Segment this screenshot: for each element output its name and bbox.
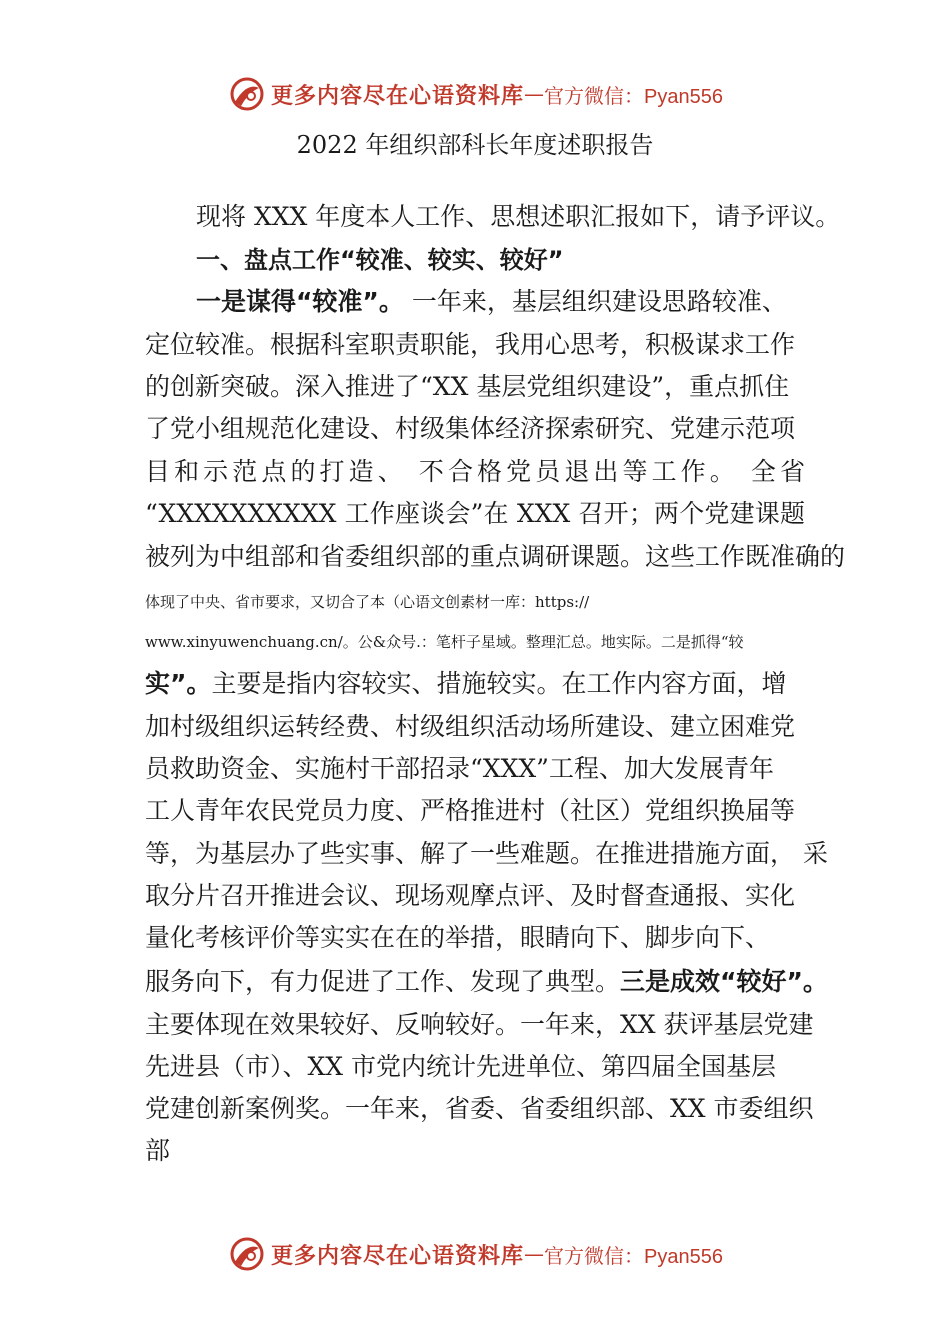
p2-lead: 实”。 [145, 669, 212, 698]
banner-brand: 更多内容尽在心语资料库 [271, 1243, 525, 1269]
p3-lead: 三是成效“较好”。 [620, 967, 828, 996]
p2-text-1: 主要是指内容较实、措施较实。在工作内容方面，增 [211, 669, 787, 698]
p3-line-1: 主要体现在效果较好、反响较好。一年来，XX 获评基层党建 [145, 1010, 814, 1039]
p1-line-5: 目和示范点的打造、 不合格党员退出等工作。 全省 [145, 457, 805, 486]
logo-icon [227, 74, 267, 114]
header-banner [0, 74, 950, 114]
p2-line-2: 加村级组织运转经费、村级组织活动场所建设、建立困难党 [145, 712, 796, 741]
footer-banner [0, 1234, 950, 1274]
p2-line-6: 取分片召开推进会议、现场观摩点评、及时督查通报、实化 [145, 881, 796, 910]
p1-line-1 [196, 287, 826, 317]
small-line-1: 体现了中央、省市要求，又切合了本（心语文创素材一库：https:// [145, 593, 590, 611]
small-line-2: www.xinyuwenchuang.cn/。公&众号.：笔杆子星域。整理汇总。地实际。二是抓得“较 [145, 633, 744, 651]
banner-separator: — [524, 1242, 545, 1266]
p1-line-6: “XXXXXXXXXX 工作座谈会”在 XXX 召开；两个党建课题 [145, 499, 805, 528]
p2-line-7: 量化考核评价等实实在在的举措，眼睛向下、脚步向下、 [145, 923, 771, 952]
banner-contact: 官方微信：Pyan556 [544, 85, 723, 108]
p3-line-3: 党建创新案例奖。一年来，省委、省委组织部、XX 市委组织 [145, 1094, 814, 1123]
banner-separator: — [524, 82, 545, 106]
p2-text-8: 服务向下，有力促进了工作、发现了典型。 [145, 967, 621, 996]
banner-brand: 更多内容尽在心语资料库 [271, 83, 525, 109]
p3-line-4: 部 [145, 1136, 171, 1165]
section-heading: 一、盘点工作“较准、较实、较好” [196, 246, 564, 274]
p2-line-5: 等，为基层办了些实事、解了一些难题。在推进措施方面， 采 [145, 839, 828, 868]
p2-line-1 [145, 669, 825, 699]
p2-line-4: 工人青年农民党员力度、严格推进村（社区）党组织换届等 [145, 796, 796, 825]
p1-line-2: 定位较准。根据科室职责职能，我用心思考，积极谋求工作 [145, 330, 796, 359]
p1-line-3: 的创新突破。深入推进了“XX 基层党组织建设”，重点抓住 [145, 372, 790, 401]
banner-contact: 官方微信：Pyan556 [544, 1245, 723, 1268]
document-title: 2022 年组织部科长年度述职报告 [296, 131, 654, 159]
p2-line-8 [145, 967, 828, 997]
p1-lead: 一是谋得“较准”。 [196, 287, 404, 316]
intro-paragraph: 现将 XXX 年度本人工作、思想述职汇报如下，请予评议。 [196, 202, 841, 231]
p1-line-7: 被列为中组部和省委组织部的重点调研课题。这些工作既准确的 [145, 542, 846, 571]
p1-line-4: 了党小组规范化建设、村级集体经济探索研究、党建示范项 [145, 414, 796, 443]
logo-icon [227, 1234, 267, 1274]
p1-text-1: 一年来，基层组织建设思路较准、 [403, 287, 787, 316]
p2-line-3: 员救助资金、实施村干部招录“XXX”工程、加大发展青年 [145, 754, 774, 783]
p3-line-2: 先进县（市）、XX 市党内统计先进单位、第四届全国基层 [145, 1052, 777, 1081]
